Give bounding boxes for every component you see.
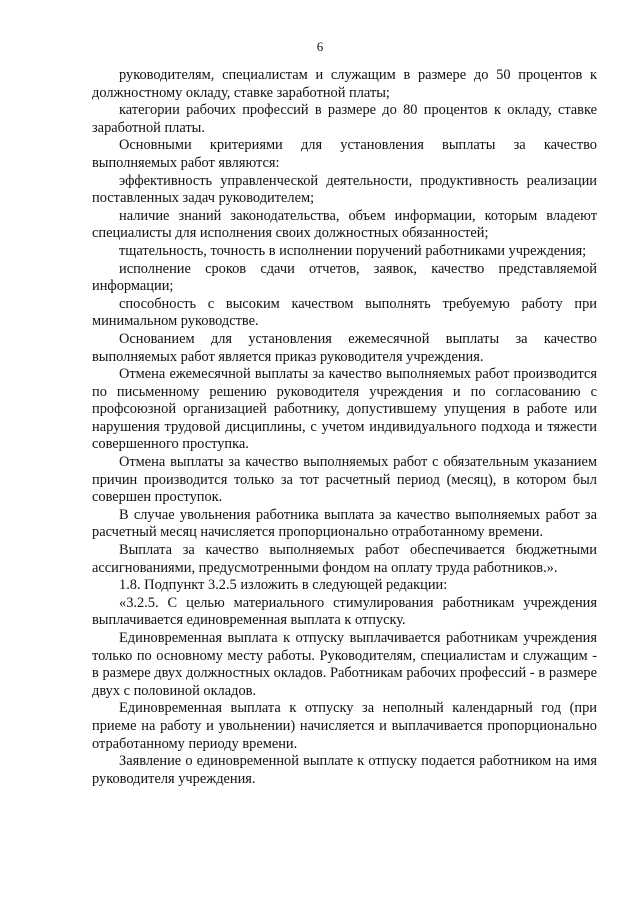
paragraph: Единовременная выплата к отпуску выплачивается работникам учреждения только по основному месту работы. Руководителям, специалистам и служащим - в размере двух должностных окладов. Работникам рабочих профессий - в размере двух с половиной окладов. — [92, 630, 597, 699]
paragraph: Основанием для установления ежемесячной выплаты за качество выполняемых работ является приказ руководителя учреждения. — [92, 330, 597, 365]
paragraph: категории рабочих профессий в размере до 80 процентов к окладу, ставке заработной платы. — [92, 102, 597, 136]
paragraph: эффективность управленческой деятельности, продуктивность реализации поставленных задач руководителем; — [92, 172, 597, 207]
paragraph: Заявление о единовременной выплате к отпуску подается работником на имя руководителя учреждения. — [92, 753, 597, 787]
paragraph: Выплата за качество выполняемых работ обеспечивается бюджетными ассигнованиями, предусмотренными фондом на оплату труда работников.». — [92, 542, 597, 576]
paragraph: В случае увольнения работника выплата за качество выполняемых работ за расчетный месяц начисляется пропорционально отработанному времени. — [92, 506, 597, 541]
page-number: 6 — [316, 39, 324, 54]
paragraph: способность с высоким качеством выполнять требуемую работу при минимальном руководстве. — [92, 295, 597, 330]
document-body — [92, 67, 597, 788]
paragraph: Отмена выплаты за качество выполняемых работ с обязательным указанием причин производится только за тот расчетный период (месяц), в котором был совершен проступок. — [92, 454, 597, 506]
paragraph: наличие знаний законодательства, объем информации, которым владеют специалисты для исполнения своих должностных обязанностей; — [92, 207, 597, 242]
paragraph: Основными критериями для установления выплаты за качество выполняемых работ являются: — [92, 137, 597, 171]
paragraph: исполнение сроков сдачи отчетов, заявок, качество представляемой информации; — [92, 260, 597, 295]
paragraph: Отмена ежемесячной выплаты за качество выполняемых работ производится по письменному решению руководителя учреждения и по согласованию с профсоюзной организацией работнику, допустившему упущения в работе или нарушения трудовой дисциплины, с учетом индивидуального подхода и тяжести совершенного проступка. — [92, 366, 597, 453]
paragraph: 1.8. Подпункт 3.2.5 изложить в следующей редакции: — [119, 577, 448, 594]
paragraph: тщательность, точность в исполнении поручений работниками учреждения; — [119, 242, 587, 259]
paragraph: руководителям, специалистам и служащим в размере до 50 процентов к должностному окладу, ставке заработной платы; — [92, 67, 597, 101]
paragraph: Единовременная выплата к отпуску за неполный календарный год (при приеме на работу и увольнении) начисляется и выплачивается пропорционально отработанному периоду времени. — [92, 700, 597, 752]
paragraph: «3.2.5. С целью материального стимулирования работникам учреждения выплачивается единовременная выплата к отпуску. — [92, 594, 597, 629]
